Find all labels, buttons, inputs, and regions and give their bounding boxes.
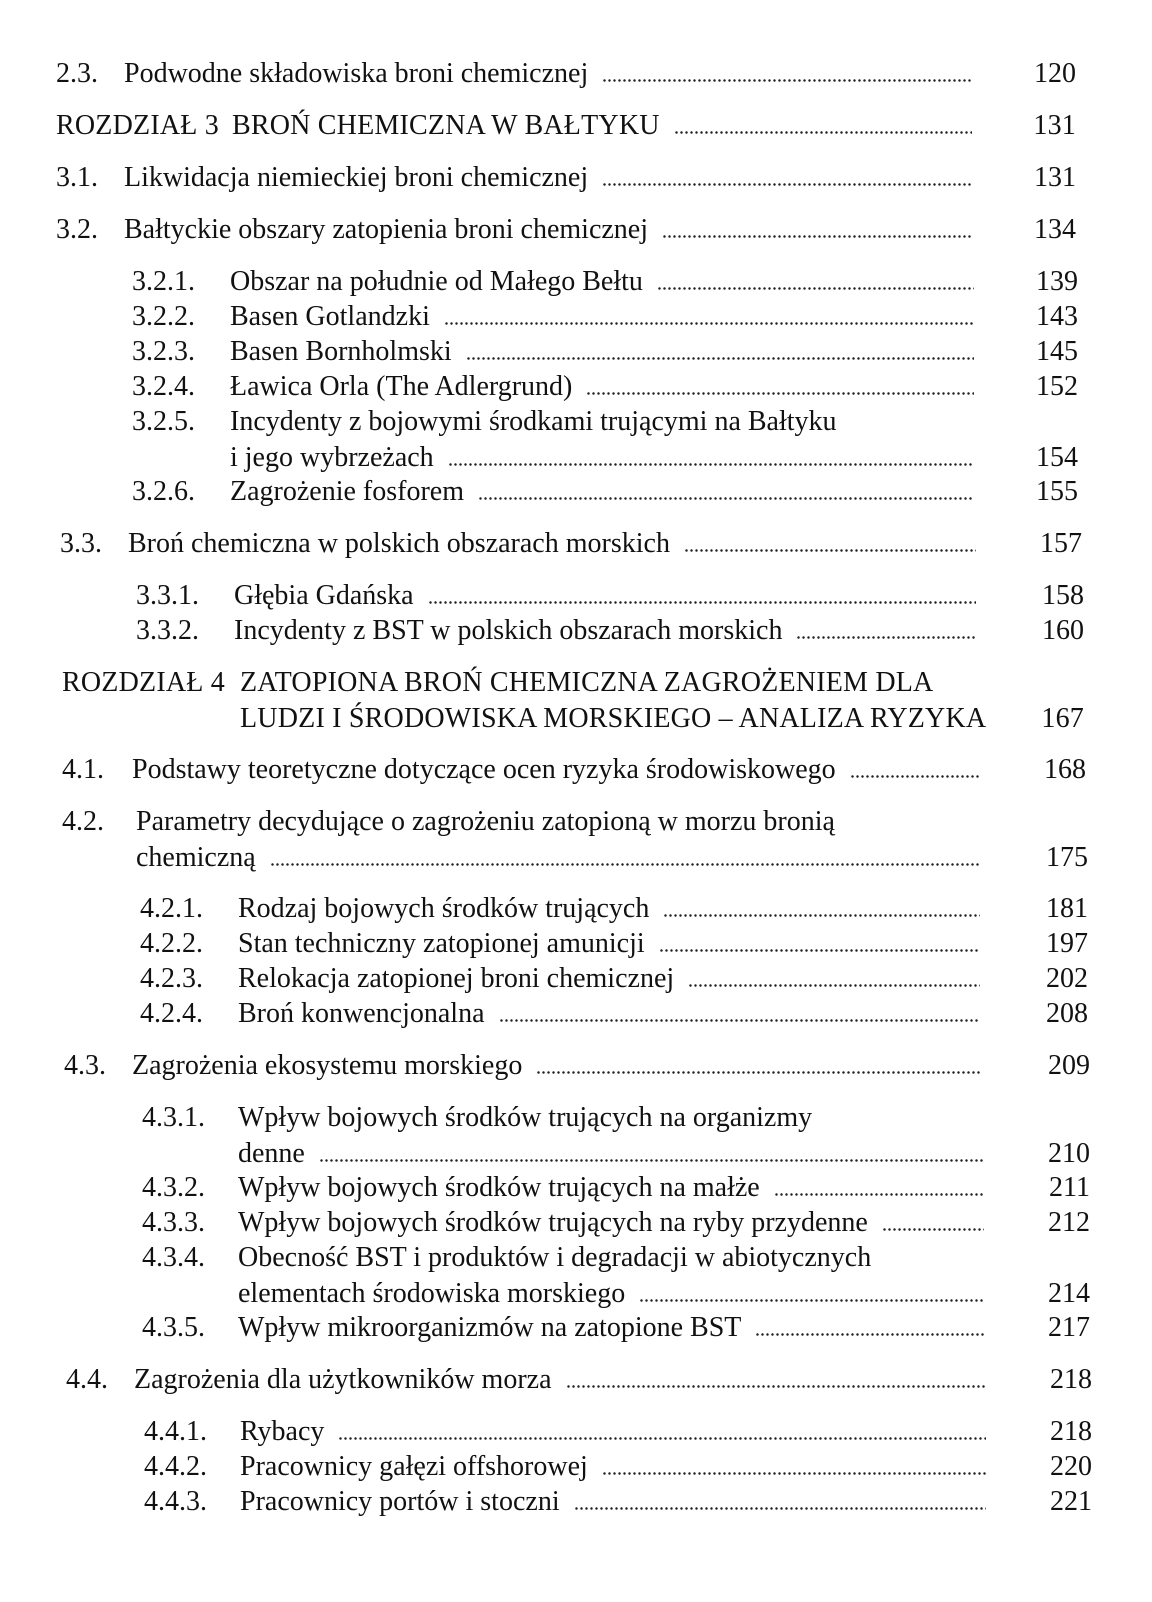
toc-entry-title: Pracownicy portów i stoczni xyxy=(240,1486,560,1517)
toc-entry xyxy=(0,334,1152,370)
dot-leader xyxy=(428,582,976,604)
toc-entry xyxy=(0,1048,1152,1084)
toc-entry-title: Stan techniczny zatopionej amunicji xyxy=(238,928,645,959)
toc-entry-number: 4.2.2. xyxy=(140,928,203,959)
dot-leader xyxy=(657,268,974,290)
toc-page-number: 211 xyxy=(1049,1172,1090,1203)
dot-leader xyxy=(478,478,974,500)
toc-page-number: 208 xyxy=(1046,998,1088,1029)
toc-entry-title: Zagrożenia ekosystemu morskiego xyxy=(132,1050,523,1081)
toc-entry xyxy=(0,160,1152,196)
toc-entry-title: Likwidacja niemieckiej broni chemicznej xyxy=(124,162,589,193)
toc-page-number: 197 xyxy=(1046,928,1088,959)
toc-page-number: 217 xyxy=(1048,1312,1090,1343)
toc-page-number: 209 xyxy=(1048,1050,1090,1081)
toc-page-number: 134 xyxy=(1034,214,1076,245)
dot-leader xyxy=(466,338,974,360)
toc-page-number: 218 xyxy=(1050,1364,1092,1395)
toc-entry xyxy=(0,212,1152,248)
toc-entry-title: LUDZI I ŚRODOWISKA MORSKIEGO – ANALIZA RYZYKA xyxy=(240,703,987,734)
toc-entry-title: Wpływ bojowych środków trujących na małże xyxy=(238,1172,760,1203)
toc-entry-number: 4.3.3. xyxy=(142,1207,205,1238)
toc-entry-title: BROŃ CHEMICZNA W BAŁTYKU xyxy=(232,110,660,141)
toc-entry xyxy=(0,665,1152,737)
toc-entry-number: 3.2.1. xyxy=(132,266,195,297)
dot-leader xyxy=(850,756,980,778)
toc-entry xyxy=(0,474,1152,510)
toc-entry xyxy=(0,56,1152,92)
toc-entry-number: 2.3. xyxy=(56,58,98,89)
toc-entry xyxy=(0,264,1152,300)
toc-entry-number: 3.2.6. xyxy=(132,476,195,507)
toc-entry-number: 3.3.1. xyxy=(136,580,199,611)
toc-entry-title: Basen Gotlandzki xyxy=(230,301,430,332)
toc-entry-title: Podwodne składowiska broni chemicznej xyxy=(124,58,589,89)
toc-entry-title: Basen Bornholmski xyxy=(230,336,452,367)
toc-page-number: 175 xyxy=(1046,842,1088,873)
dot-leader xyxy=(659,930,980,952)
toc-entry-title: Obecność BST i produktów i degradacji w abiotycznych xyxy=(238,1242,872,1273)
toc-entry xyxy=(0,891,1152,927)
toc-entry-number: 3.2.4. xyxy=(132,371,195,402)
dot-leader xyxy=(602,60,972,82)
dot-leader xyxy=(338,1418,986,1440)
toc-entry-title: Broń konwencjonalna xyxy=(238,998,485,1029)
dot-leader xyxy=(663,895,980,917)
toc-entry-number: 3.3.2. xyxy=(136,615,199,646)
toc-entry xyxy=(0,961,1152,997)
dot-leader xyxy=(448,444,974,466)
toc-entry-number: 4.4.3. xyxy=(144,1486,207,1517)
toc-page-number: 131 xyxy=(1033,110,1076,141)
toc-entry-title: Ławica Orla (The Adlergrund) xyxy=(230,371,573,402)
dot-leader xyxy=(688,965,980,987)
toc-entry-number: 3.2.3. xyxy=(132,336,195,367)
toc-page-number: 220 xyxy=(1050,1451,1092,1482)
toc-page-number: 218 xyxy=(1050,1416,1092,1447)
toc-page-number: 212 xyxy=(1048,1207,1090,1238)
toc-entry-title: Bałtyckie obszary zatopienia broni chemicznej xyxy=(124,214,649,245)
toc-entry-number: 4.3. xyxy=(64,1050,106,1081)
toc-entry-title: Broń chemiczna w polskich obszarach morskich xyxy=(128,528,670,559)
toc-entry-title: Incydenty z BST w polskich obszarach morskich xyxy=(234,615,783,646)
toc-page-number: 154 xyxy=(1036,442,1078,473)
toc-entry xyxy=(0,752,1152,788)
toc-entry-number: 4.4.2. xyxy=(144,1451,207,1482)
toc-entry-title: Głębia Gdańska xyxy=(234,580,414,611)
toc-entry xyxy=(0,578,1152,614)
toc-page-number: 152 xyxy=(1036,371,1078,402)
toc-entry-title: Incydenty z bojowymi środkami trującymi na Bałtyku xyxy=(230,406,837,437)
toc-entry-title: Zagrożenia dla użytkowników morza xyxy=(134,1364,552,1395)
toc-entry-number: 4.1. xyxy=(62,754,104,785)
dot-leader xyxy=(684,530,976,552)
dot-leader xyxy=(602,164,972,186)
toc-entry-number: 4.3.5. xyxy=(142,1312,205,1343)
dot-leader xyxy=(566,1366,986,1388)
toc-entry xyxy=(0,1449,1152,1485)
toc-page-number: 143 xyxy=(1036,301,1078,332)
toc-entry xyxy=(0,1100,1152,1172)
toc-entry-title: Obszar na południe od Małego Bełtu xyxy=(230,266,643,297)
toc-entry-title: Rybacy xyxy=(240,1416,325,1447)
toc-entry-title: Wpływ bojowych środków trujących na ryby przydenne xyxy=(238,1207,868,1238)
toc-entry-title: ZATOPIONA BROŃ CHEMICZNA ZAGROŻENIEM DLA xyxy=(240,667,934,698)
toc-page-number: 181 xyxy=(1046,893,1088,924)
dot-leader xyxy=(319,1140,984,1162)
toc-entry xyxy=(0,613,1152,649)
dot-leader xyxy=(536,1052,982,1074)
toc-entry xyxy=(0,1484,1152,1520)
toc-entry-title: Wpływ mikroorganizmów na zatopione BST xyxy=(238,1312,742,1343)
toc-entry-number: 4.3.1. xyxy=(142,1102,205,1133)
toc-entry xyxy=(0,1310,1152,1346)
toc-entry-title: chemiczną xyxy=(136,842,256,873)
toc-page-number: 157 xyxy=(1040,528,1082,559)
toc-entry-title: elementach środowiska morskiego xyxy=(238,1278,626,1309)
toc-entry-number: 3.2.5. xyxy=(132,406,195,437)
toc-entry-number: 4.2.4. xyxy=(140,998,203,1029)
toc-entry xyxy=(0,1205,1152,1241)
toc-entry xyxy=(0,1362,1152,1398)
dot-leader xyxy=(444,303,974,325)
toc-entry-title: Pracownicy gałęzi offshorowej xyxy=(240,1451,588,1482)
toc-page-number: 145 xyxy=(1036,336,1078,367)
toc-entry xyxy=(0,108,1152,144)
toc-page-number: 160 xyxy=(1042,615,1084,646)
toc-entry-number: ROZDZIAŁ 4 xyxy=(62,667,225,698)
toc-entry-title: Zagrożenie fosforem xyxy=(230,476,464,507)
toc-page-number: 221 xyxy=(1050,1486,1092,1517)
dot-leader xyxy=(602,1453,986,1475)
toc-entry xyxy=(0,996,1152,1032)
toc-entry xyxy=(0,926,1152,962)
dot-leader xyxy=(270,844,980,866)
dot-leader xyxy=(639,1280,984,1302)
toc-page-number: 158 xyxy=(1042,580,1084,611)
toc-entry-title: Relokacja zatopionej broni chemicznej xyxy=(238,963,675,994)
dot-leader xyxy=(774,1174,984,1196)
toc-entry-title: Podstawy teoretyczne dotyczące ocen ryzyka środowiskowego xyxy=(132,754,836,785)
toc-entry xyxy=(0,369,1152,405)
dot-leader xyxy=(755,1314,984,1336)
toc-entry-number: 4.4. xyxy=(66,1364,108,1395)
dot-leader xyxy=(796,617,976,639)
toc-page-number: 155 xyxy=(1036,476,1078,507)
toc-entry-number: 4.4.1. xyxy=(144,1416,207,1447)
toc-entry xyxy=(0,1240,1152,1312)
toc-entry-number: 4.2.1. xyxy=(140,893,203,924)
toc-entry-number: ROZDZIAŁ 3 xyxy=(56,110,219,141)
dot-leader xyxy=(499,1000,981,1022)
toc-page-number: 202 xyxy=(1046,963,1088,994)
toc-page-number: 139 xyxy=(1036,266,1078,297)
dot-leader xyxy=(586,373,974,395)
toc-entry-number: 3.2.2. xyxy=(132,301,195,332)
toc-entry-title: i jego wybrzeżach xyxy=(230,442,434,473)
toc-entry-number: 4.2.3. xyxy=(140,963,203,994)
toc-entry-number: 4.3.4. xyxy=(142,1242,205,1273)
toc-page-number: 168 xyxy=(1044,754,1086,785)
toc-entry xyxy=(0,404,1152,476)
toc-entry-number: 3.2. xyxy=(56,214,98,245)
toc-entry xyxy=(0,526,1152,562)
toc-entry-title: Parametry decydujące o zagrożeniu zatopioną w morzu bronią xyxy=(136,806,835,837)
toc-page-number: 214 xyxy=(1048,1278,1090,1309)
toc-entry-number: 3.1. xyxy=(56,162,98,193)
toc-entry xyxy=(0,804,1152,876)
toc-entry-title: Wpływ bojowych środków trujących na organizmy xyxy=(238,1102,813,1133)
toc-entry-title: denne xyxy=(238,1138,305,1169)
toc-entry-title: Rodzaj bojowych środków trujących xyxy=(238,893,650,924)
dot-leader xyxy=(674,112,972,134)
dot-leader xyxy=(662,216,972,238)
toc-page-number: 131 xyxy=(1034,162,1076,193)
toc-entry-number: 4.2. xyxy=(62,806,104,837)
toc-entry xyxy=(0,1170,1152,1206)
dot-leader xyxy=(882,1209,984,1231)
toc-entry xyxy=(0,1414,1152,1450)
dot-leader xyxy=(574,1488,986,1510)
toc-entry xyxy=(0,299,1152,335)
toc-page-number: 167 xyxy=(1041,703,1084,734)
toc-entry-number: 3.3. xyxy=(60,528,102,559)
toc-entry-number: 4.3.2. xyxy=(142,1172,205,1203)
toc-page-number: 120 xyxy=(1034,58,1076,89)
toc-page-number: 210 xyxy=(1048,1138,1090,1169)
